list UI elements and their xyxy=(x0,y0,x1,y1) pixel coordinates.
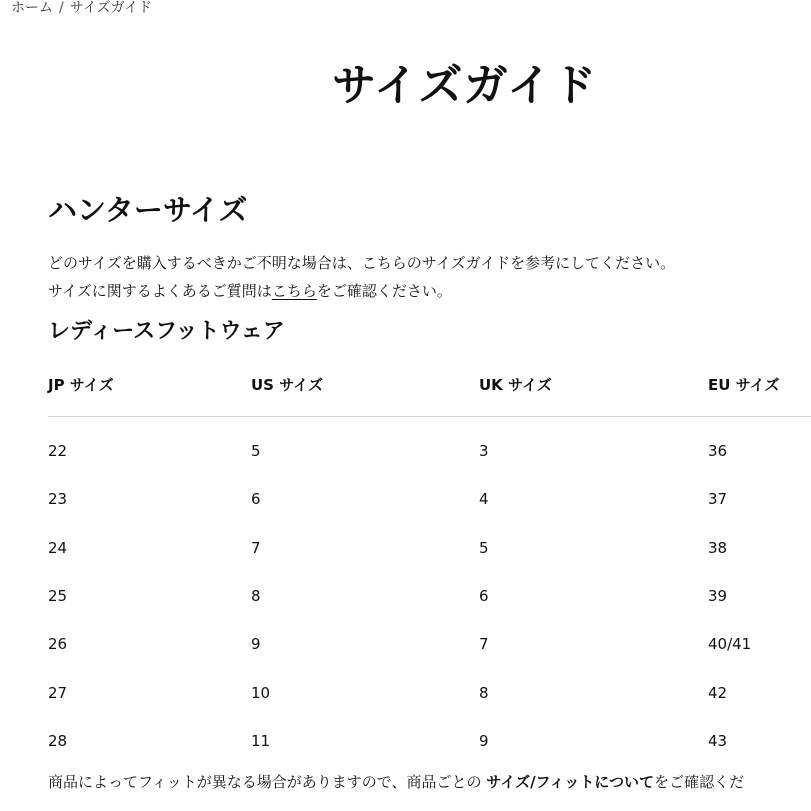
cell-uk: 4 xyxy=(479,490,489,509)
cell-jp: 25 xyxy=(48,587,68,606)
breadcrumb xyxy=(11,0,152,16)
cell-eu: 43 xyxy=(708,731,728,750)
intro-line-1: どのサイズを購入するべきかご不明な場合は、こちらのサイズガイドを参考にしてください。 xyxy=(48,254,676,272)
section-title: ハンターサイズ xyxy=(48,193,248,227)
cell-uk: 6 xyxy=(479,587,489,606)
cell-uk: 8 xyxy=(479,683,489,702)
cell-uk: 9 xyxy=(479,731,489,750)
table-header-row xyxy=(48,356,811,417)
cell-jp: 26 xyxy=(48,635,68,654)
cell-eu: 36 xyxy=(708,442,728,461)
fit-note xyxy=(48,770,744,794)
cell-eu: 38 xyxy=(708,538,728,557)
header-uk-size: UK サイズ xyxy=(479,356,708,417)
cell-us: 6 xyxy=(251,490,261,509)
womens-footwear-title: レディースフットウェア xyxy=(48,319,285,344)
cell-us: 10 xyxy=(251,683,271,702)
cell-uk: 3 xyxy=(479,442,489,461)
table-row xyxy=(48,572,811,620)
faq-link[interactable]: こちら xyxy=(271,282,317,300)
header-us-size: US サイズ xyxy=(251,356,479,417)
fit-note-emphasis: サイズ/フィットについて xyxy=(486,773,655,791)
size-table xyxy=(48,356,811,765)
cell-eu: 37 xyxy=(708,490,728,509)
intro-line-2 xyxy=(48,277,675,305)
intro-line-2-suffix: をご確認ください。 xyxy=(316,282,452,300)
table-row xyxy=(48,668,811,716)
cell-us: 11 xyxy=(251,731,271,750)
table-row xyxy=(48,417,811,476)
breadcrumb-home-link[interactable]: ホーム xyxy=(11,0,53,16)
cell-jp: 27 xyxy=(48,683,68,702)
intro-text xyxy=(48,249,675,305)
table-row xyxy=(48,524,811,572)
table-row xyxy=(48,475,811,523)
header-eu-size: EU サイズ xyxy=(708,356,811,417)
cell-us: 8 xyxy=(251,587,261,606)
breadcrumb-separator: / xyxy=(59,0,64,16)
cell-us: 5 xyxy=(251,442,261,461)
cell-jp: 22 xyxy=(48,442,68,461)
cell-jp: 23 xyxy=(48,490,68,509)
table-row xyxy=(48,620,811,668)
fit-note-suffix: をご確認くだ xyxy=(654,773,745,791)
cell-eu: 42 xyxy=(708,683,728,702)
cell-us: 9 xyxy=(251,635,261,654)
cell-eu: 40/41 xyxy=(708,635,752,654)
table-row xyxy=(48,717,811,765)
cell-jp: 28 xyxy=(48,731,68,750)
header-jp-size: JP サイズ xyxy=(48,356,251,417)
cell-jp: 24 xyxy=(48,538,68,557)
cell-uk: 7 xyxy=(479,635,489,654)
breadcrumb-current: サイズガイド xyxy=(69,0,153,16)
cell-us: 7 xyxy=(251,538,261,557)
page-title: サイズガイド xyxy=(332,60,598,111)
cell-eu: 39 xyxy=(708,587,728,606)
cell-uk: 5 xyxy=(479,538,489,557)
fit-note-prefix: 商品によってフィットが異なる場合がありますので、商品ごとの xyxy=(48,773,487,791)
intro-line-2-prefix: サイズに関するよくあるご質問は xyxy=(48,282,272,300)
